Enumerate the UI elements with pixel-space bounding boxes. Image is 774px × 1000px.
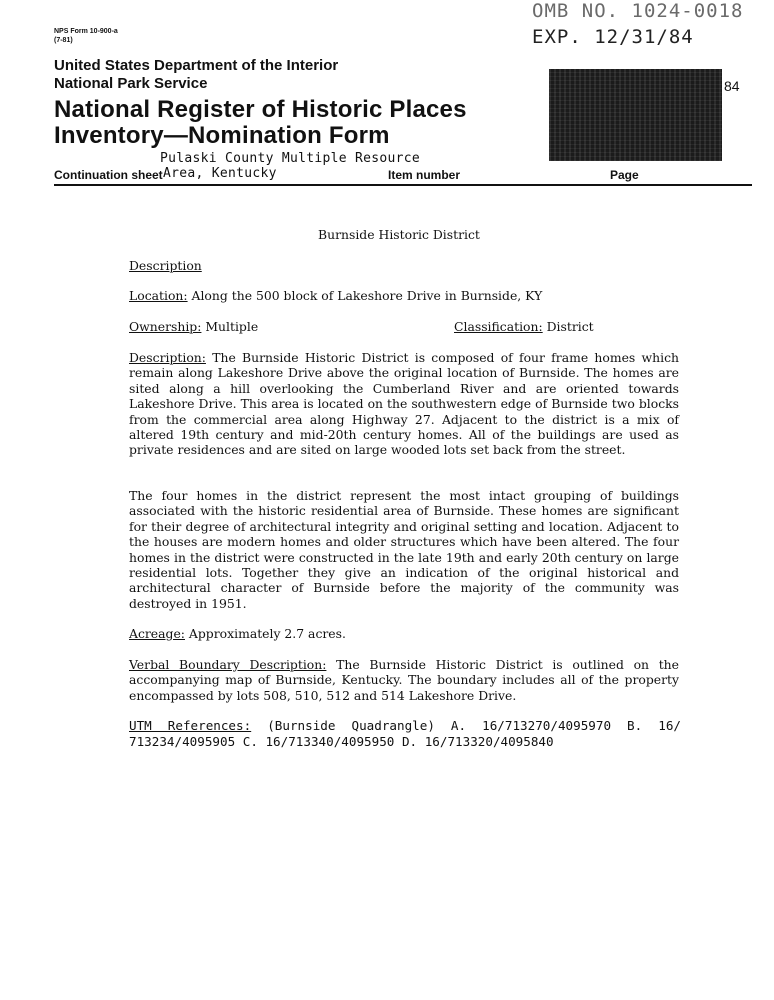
description-heading: Description bbox=[129, 258, 202, 273]
location-value: Along the 500 block of Lakeshore Drive in Burnside, KY bbox=[187, 288, 543, 303]
form-date-text: (7-81) bbox=[54, 37, 73, 44]
district-title: Burnside Historic District bbox=[318, 227, 480, 242]
acreage-value: Approximately 2.7 acres. bbox=[184, 626, 346, 641]
form-title-line2: Inventory—Nomination Form bbox=[54, 122, 390, 149]
header-divider bbox=[54, 184, 752, 186]
resource-name-line1: Pulaski County Multiple Resource bbox=[160, 151, 421, 166]
ownership-value: Multiple bbox=[201, 319, 259, 334]
boundary-text: The Burnside Historic District is outlined on the accompanying map of Burnside, Kentucky. The boundary includes all of the property encompassed by lots 508, 510, 512 and 514 Lakeshore Drive. bbox=[129, 657, 679, 703]
description-label: Description: bbox=[129, 350, 206, 365]
utm-references bbox=[129, 718, 681, 750]
form-number-text: NPS Form 10-900-a bbox=[54, 28, 118, 35]
continuation-sheet-label: Continuation sheet bbox=[54, 168, 163, 182]
stamp-partial-text: 84 bbox=[724, 78, 740, 94]
item-number-label: Item number bbox=[388, 168, 461, 182]
page-label: Page bbox=[610, 168, 639, 182]
form-number bbox=[54, 27, 118, 45]
description-paragraph bbox=[129, 350, 679, 458]
location-line bbox=[129, 288, 542, 303]
classification-value: District bbox=[542, 319, 594, 334]
classification-line bbox=[454, 319, 594, 334]
ownership-label: Ownership: bbox=[129, 319, 202, 334]
omb-number: OMB NO. 1024-0018 bbox=[532, 0, 744, 22]
utm-text: (Burnside Quadrangle) A. 16/713270/4095970 B. 16/ 713234/4095905 C. 16/713340/4095950 D. 16/713320/4095840 bbox=[129, 718, 681, 749]
classification-label: Classification: bbox=[454, 319, 543, 334]
location-label: Location: bbox=[129, 288, 188, 303]
acreage-label: Acreage: bbox=[129, 626, 185, 641]
expiration-date: EXP. 12/31/84 bbox=[532, 26, 694, 48]
ownership-line bbox=[129, 319, 258, 334]
boundary-paragraph bbox=[129, 657, 679, 703]
department-name: United States Department of the Interior bbox=[54, 57, 339, 74]
description-text: The Burnside Historic District is composed of four frame homes which remain along Lakeshore Drive above the original location of Burnside. The homes are sited along a hill overlooking the Cumberland River and are oriented towards Lakeshore Drive. This area is located on the southwestern edge of Burnside two blocks from the commercial area along Highway 27. Adjacent to the district is a mix of altered 19th century and mid-20th century homes. All of the buildings are used as private residences and are sited on large wooded lots set back from the street. bbox=[129, 350, 679, 458]
acreage-line bbox=[129, 626, 346, 641]
agency-name: National Park Service bbox=[54, 75, 208, 92]
boundary-label: Verbal Boundary Description: bbox=[129, 657, 327, 672]
form-title-line1: National Register of Historic Places bbox=[54, 96, 467, 123]
resource-name-line2: Area, Kentucky bbox=[163, 166, 277, 181]
utm-label: UTM References: bbox=[129, 718, 252, 733]
significance-paragraph: The four homes in the district represent the most intact grouping of buildings associated with the historic residential area of Burnside. These homes are significant for their degree of architectural integrity and original setting and location. Adjacent to the houses are modern homes and older structures which have been altered. The four homes in the district were constructed in the late 19th and early 20th century on large residential lots. Together they give an indication of the original historical and architectural character of Burnside before the majority of the community was destroyed in 1951. bbox=[129, 488, 679, 611]
redacted-stamp-block bbox=[549, 69, 722, 161]
